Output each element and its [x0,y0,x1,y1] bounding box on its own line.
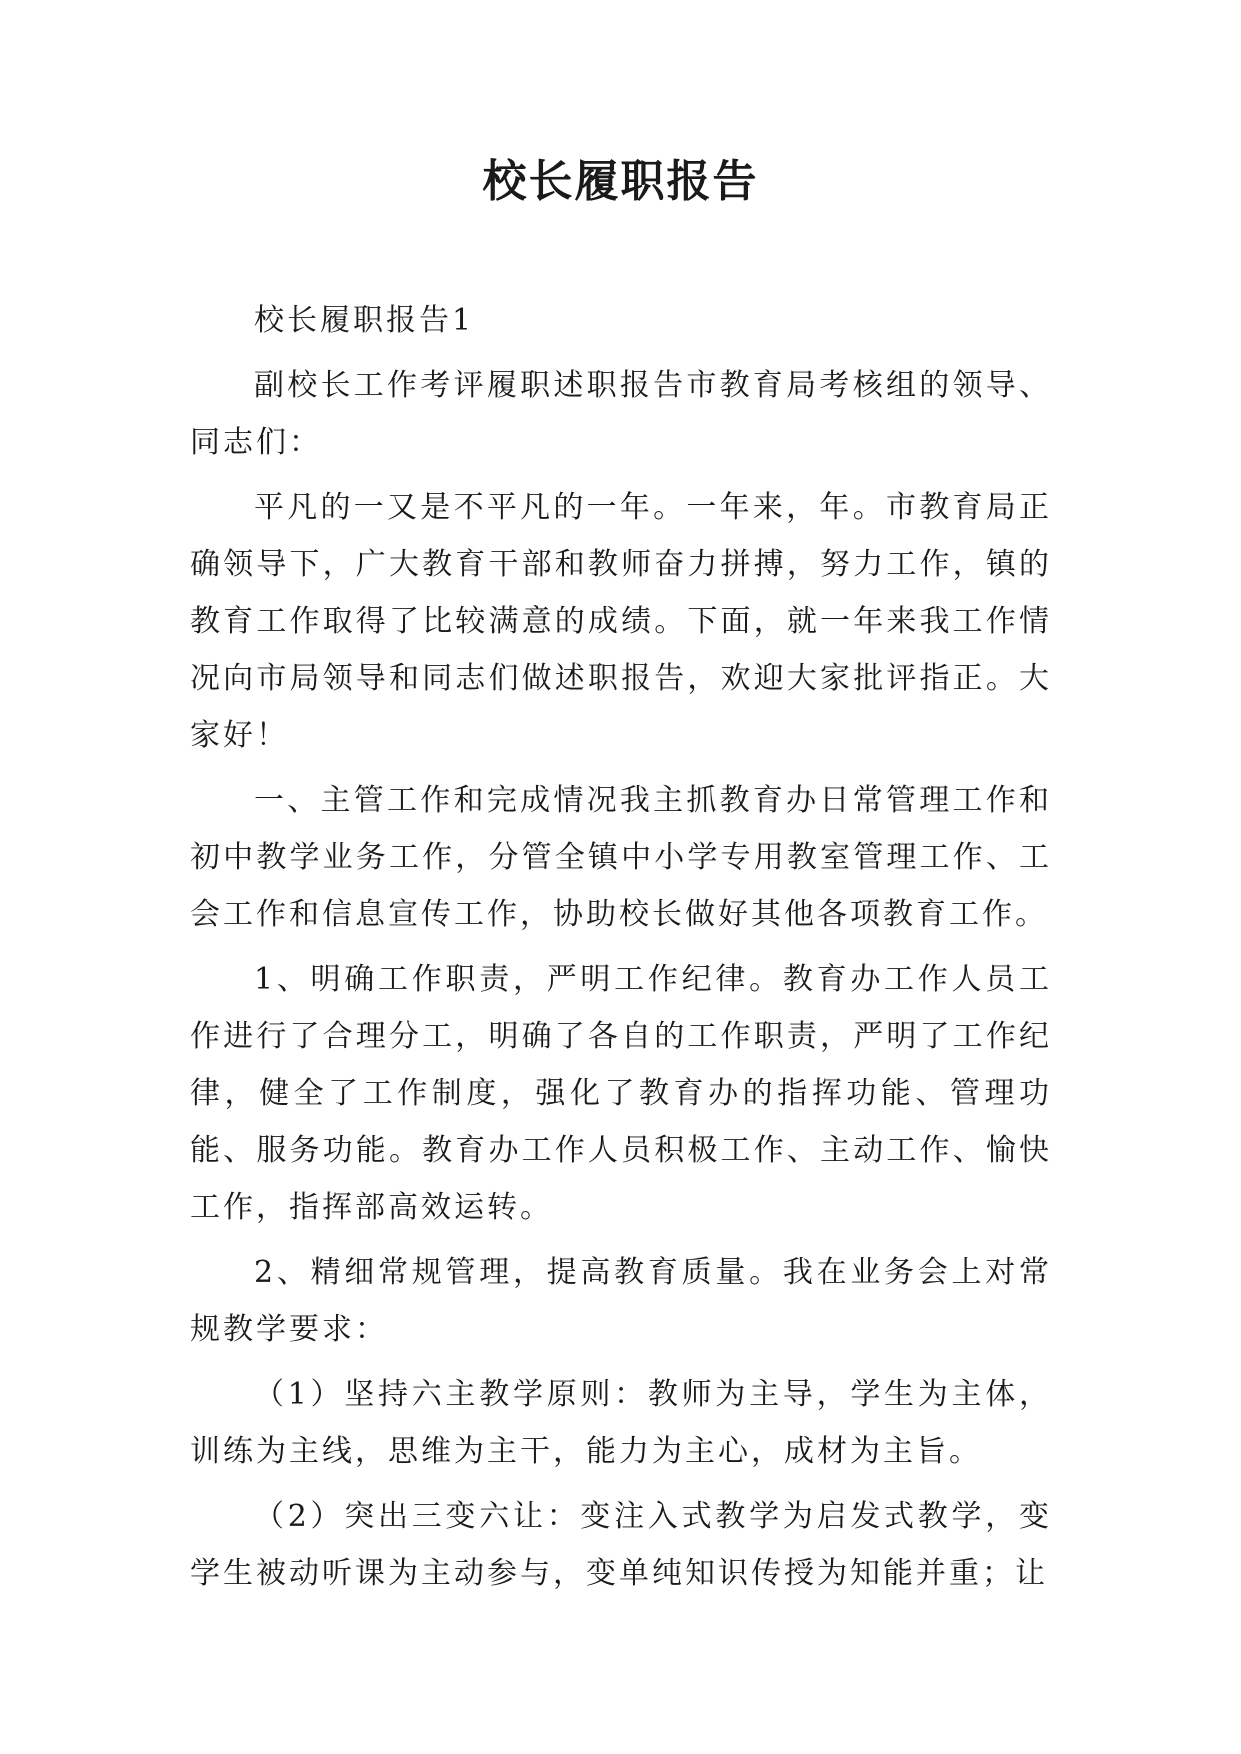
document-body [190,292,1052,1610]
paragraph-subitem-1: （1）坚持六主教学原则：教师为主导，学生为主体，训练为主线，思维为主干，能力为主心，成材为主旨。 [190,1377,1052,1469]
document-title: 校长履职报告 [482,156,759,207]
paragraph-section-one: 一、主管工作和完成情况我主抓教育办日常管理工作和初中教学业务工作，分管全镇中小学专用教室管理工作、工会工作和信息宣传工作，协助校长做好其他各项教育工作。 [190,783,1052,932]
paragraph-salutation: 副校长工作考评履职述职报告市教育局考核组的领导、同志们： [190,368,1052,460]
paragraph-item-2: 2、精细常规管理，提高教育质量。我在业务会上对常规教学要求： [190,1255,1052,1347]
paragraph-subitem-2: （2）突出三变六让：变注入式教学为启发式教学，变学生被动听课为主动参与，变单纯知识传授为知能并重；让 [190,1499,1052,1591]
paragraph-intro: 平凡的一又是不平凡的一年。一年来，年。市教育局正确领导下，广大教育干部和教师奋力拼搏，努力工作，镇的教育工作取得了比较满意的成绩。下面，就一年来我工作情况向市局领导和同志们做述职报告，欢迎大家批评指正。大家好！ [190,490,1052,753]
section-heading: 校长履职报告1 [254,303,475,338]
paragraph-item-1: 1、明确工作职责，严明工作纪律。教育办工作人员工作进行了合理分工，明确了各自的工作职责，严明了工作纪律，健全了工作制度，强化了教育办的指挥功能、管理功能、服务功能。教育办工作人员积极工作、主动工作、愉快工作，指挥部高效运转。 [190,962,1052,1225]
